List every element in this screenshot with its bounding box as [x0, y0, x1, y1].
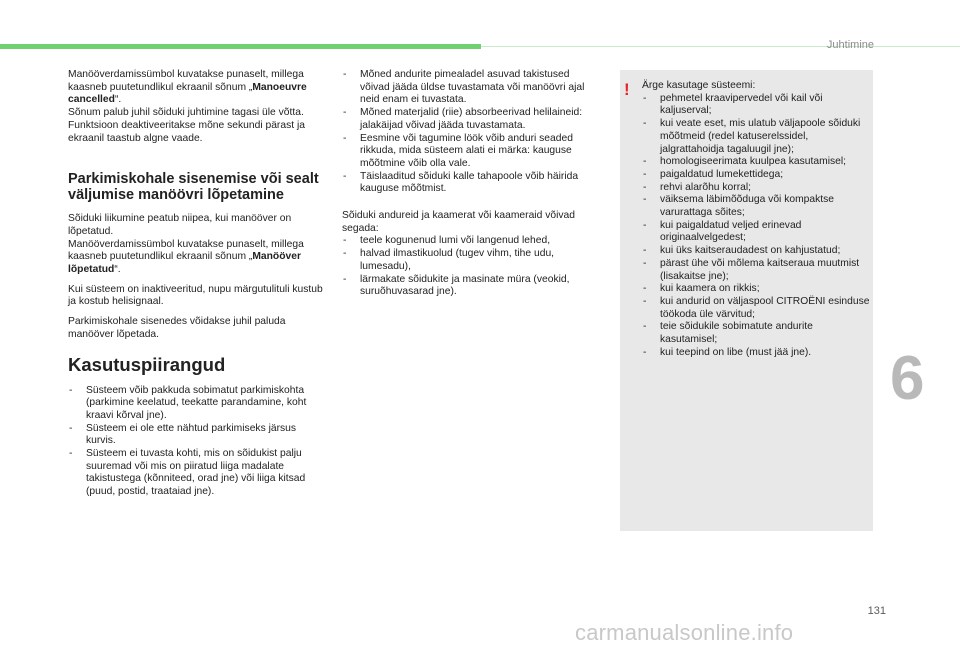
- list-item: - Süsteem võib pakkuda sobimatut parkimiskohta (parkimine keelatud, teekatte parandamine, koht kraavi kõrval jne).: [68, 385, 324, 423]
- header-rule: [481, 46, 960, 47]
- list-item: - Eesmine või tagumine löök võib anduri seaded rikkuda, mida süsteem alati ei märka: kauguse mõõtmine võib olla vale.: [342, 133, 594, 171]
- heading-usage-limits: Kasutuspiirangud: [68, 353, 226, 375]
- list-item: - kui kaamera on rikkis;: [642, 283, 872, 296]
- list-item: - halvad ilmastikuolud (tugev vihm, tihe udu, lumesadu),: [342, 248, 594, 273]
- list-item: - rehvi alarõhu korral;: [642, 182, 872, 195]
- list-item: - lärmakate sõidukite ja masinate müra (veokid, suruõhuvasarad jne).: [342, 274, 594, 299]
- list-item: - kui teepind on libe (must jää jne).: [642, 347, 872, 360]
- list-item: - kui andurid on väljaspool CITROËNI esinduse töökoda üle värvitud;: [642, 296, 872, 321]
- intro-bold-message: Manoeuvre cancelled: [68, 81, 307, 106]
- parking-paragraph-2: [68, 239, 324, 277]
- parking-paragraph-3: Kui süsteem on inaktiveeritud, nupu märgutulituli kustub ja kostub helisignaal.: [68, 283, 323, 308]
- column-left: [68, 69, 324, 499]
- parking-text-end: “.: [114, 264, 121, 276]
- intro-paragraph: [68, 69, 324, 107]
- intro-text: Manööverdamissümbol kuvatakse punaselt, millega kaasneb puutetundlikul ekraanil sõnum „: [68, 69, 304, 93]
- parking-paragraph-1: Sõiduki liikumine peatub niipea, kui manööver on lõpetatud.: [68, 213, 292, 237]
- column-middle: [342, 69, 594, 299]
- list-item: - kui paigaldatud veljed erinevad originaalvelgedest;: [642, 220, 872, 245]
- list-item: - Süsteem ei tuvasta kohti, mis on sõidukist palju suuremad või mis on piiratud liiga madalate takistustega (kõnniteed, orad jne) või liiga kitsad (puud, postid, traataiad jne).: [68, 448, 324, 499]
- parking-text: Manööverdamissümbol kuvatakse punaselt, millega kaasneb puutetundlikul ekraanil sõnum „: [68, 238, 304, 263]
- list-item: - pehmetel kraavipervedel või kail või kaljuserval;: [642, 93, 872, 118]
- parking-paragraph-4: Parkimiskohale sisenedes võidakse juhil paluda manööver lõpetada.: [68, 316, 286, 340]
- intro-text-end: “.: [114, 94, 122, 106]
- list-item: - teele kogunenud lumi või langenud lehed,: [342, 235, 594, 248]
- list-item: - pärast ühe või mõlema kaitseraua muutmist (lisakaitse jne);: [642, 258, 872, 283]
- list-item: - teie sõidukile sobimatute andurite kasutamisel;: [642, 321, 872, 346]
- list-item: - Täislaaditud sõiduki kalle tahapoole võib häirida kauguse mõõtmist.: [342, 171, 594, 196]
- list-item: - Mõned materjalid (riie) absorbeerivad helilaineid: jalakäijad võivad jääda tuvastamata.: [342, 107, 594, 132]
- list-item: - Mõned andurite pimealadel asuvad takistused võivad jääda üldse tuvastamata või manöövri ajal neid enam ei tuvastata.: [342, 69, 594, 107]
- warning-exclamation-icon: !: [624, 80, 630, 99]
- intro-paragraph-2: Sõnum palub juhil sõiduki juhtimine tagasi üle võtta.: [68, 107, 304, 119]
- limits-list: [68, 385, 324, 499]
- page-number: 131: [867, 605, 886, 617]
- list-item: - Süsteem ei ole ette nähtud parkimiseks järsus kurvis.: [68, 423, 324, 448]
- warning-list: [642, 93, 872, 360]
- warning-intro: Ärge kasutage süsteemi:: [642, 80, 756, 91]
- list-item: - paigaldatud lumekettidega;: [642, 169, 872, 182]
- list-item: - homologiseerimata kuulpea kasutamisel;: [642, 156, 872, 169]
- chapter-number: 6: [890, 344, 925, 413]
- warning-content: [642, 80, 872, 359]
- list-item: - väiksema läbimõõduga või kompaktse varurattaga sõites;: [642, 194, 872, 219]
- chapter-title: Juhtimine: [826, 39, 874, 51]
- list-item: - kui üks kaitseraudadest on kahjustatud;: [642, 245, 872, 258]
- heading-parking-completion: Parkimiskohale sisenemise või sealt väljumise manöövri lõpetamine: [68, 171, 319, 204]
- sensors-intro: Sõiduki andureid ja kaamerat või kaameraid võivad segada:: [342, 210, 575, 234]
- list-item: - kui veate eset, mis ulatub väljapoole sõiduki mõõtmeid (redel katuserelssidel, jalgrattahoidja tagaluugil jne);: [642, 118, 872, 156]
- obstacle-list: [342, 69, 594, 196]
- header-accent-bar: [0, 44, 481, 49]
- interference-list: [342, 235, 594, 299]
- parking-bold-message: Manööver lõpetatud: [68, 251, 301, 276]
- intro-paragraph-3: Funktsioon deaktiveeritakse mõne sekundi pärast ja ekraanil taastub algne vaade.: [68, 119, 305, 144]
- watermark: carmanualsonline.info: [575, 620, 794, 645]
